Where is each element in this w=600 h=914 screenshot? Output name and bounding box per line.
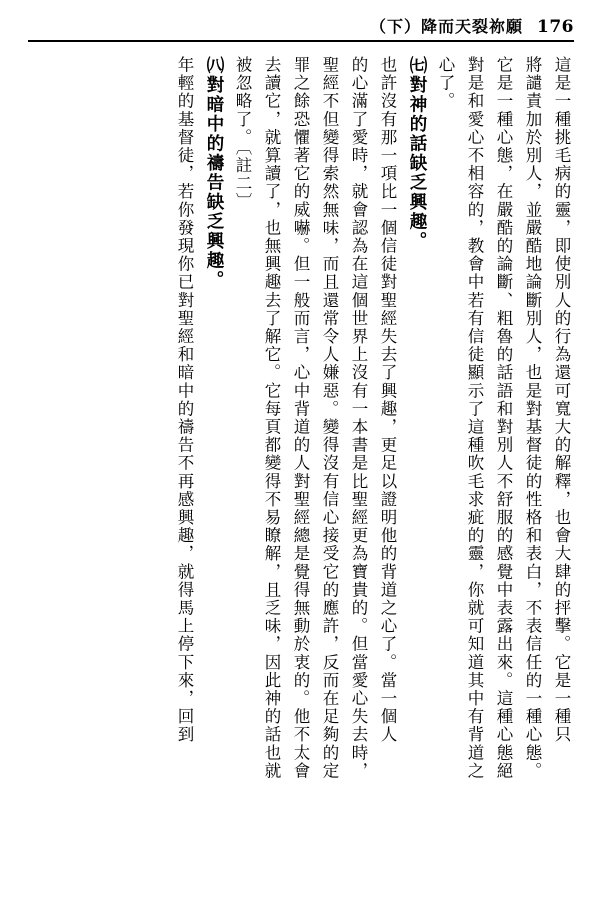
- text-column: 聖經不但變得索然無味，而且還常令人嫌惡。變得沒有信心接受它的應許，反而在足夠的定: [320, 56, 339, 780]
- page-header: [370, 14, 574, 37]
- text-column: 被忽略了。〔註二〕: [233, 56, 252, 211]
- page-number: 176: [537, 17, 574, 37]
- section-heading: ㈦對神的話缺乏興趣。: [407, 56, 427, 251]
- body-text: [24, 56, 576, 900]
- section-heading: ㈧對暗中的禱告缺乏興趣。: [204, 56, 224, 290]
- text-column: 它是一種心態，在嚴酷的論斷、粗魯的話語和對別人不舒服的感覺中表露出來。這種心態絕: [494, 56, 513, 780]
- text-column: 心了。: [436, 56, 455, 111]
- text-column: 將譴責加於別人，並嚴酷地論斷別人，也是對基督徒的性格和表白，不表信任的一種心態。: [523, 56, 542, 780]
- text-column: 也許沒有那一項比一個信徒對聖經失去了興趣，更足以證明他的背道之心了。當一個人: [378, 56, 397, 744]
- book-title: （下）降而天裂祢願: [369, 17, 523, 36]
- text-column: 去讀它，就算讀了，也無興趣去了解它。它每頁都變得不易瞭解，且乏味，因此神的話也就: [262, 56, 281, 780]
- text-column: 的心滿了愛時，就會認為在這個世界上沒有一本書是比聖經更為寶貴的。但當愛心失去時，: [349, 56, 368, 780]
- text-column: 年輕的基督徒，若你發現你已對聖經和暗中的禱告不再感興趣，就得馬上停下來，回到: [175, 56, 194, 744]
- text-column: 對是和愛心不相容的，教會中若有信徒顯示了這種吹毛求疵的靈，你就可知道其中有背道之: [465, 56, 484, 780]
- text-column: 這是一種挑毛病的靈，即使別人的行為還可寬大的解釋，也會大肆的抨擊。它是一種只: [552, 56, 571, 744]
- text-column: 罪之餘恐懼著它的威嚇。但一般而言，心中背道的人對聖經總是覺得無動於衷的。他不太會: [291, 56, 310, 780]
- header-divider: [28, 40, 574, 42]
